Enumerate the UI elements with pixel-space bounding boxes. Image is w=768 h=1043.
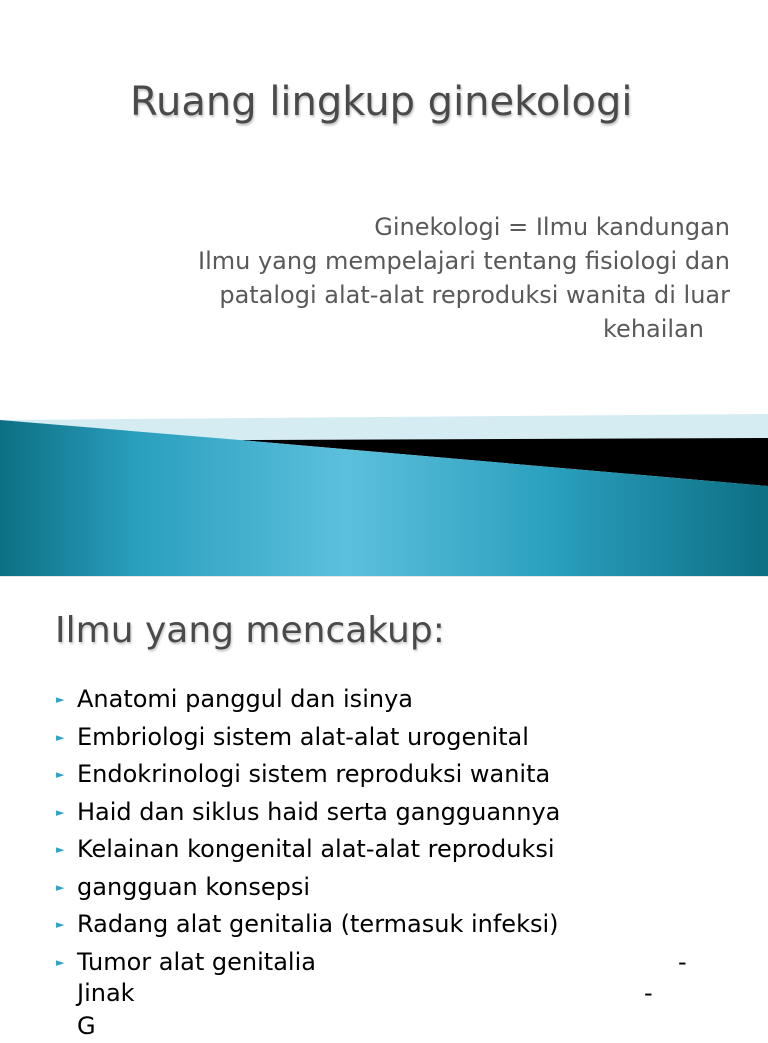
subtitle-line: Ginekologi = Ilmu kandungan	[374, 213, 730, 241]
bullet-arrow-icon: ►	[56, 805, 65, 819]
list-item	[56, 831, 716, 869]
list-item	[56, 869, 716, 907]
subtitle-line: patalogi alat-alat reproduksi wanita di luar	[219, 281, 730, 309]
list-item-text: Jinak	[77, 979, 135, 1007]
slide-heading: Ilmu yang mencakup:	[55, 610, 445, 651]
list-item	[56, 906, 716, 944]
list-item-continuation	[56, 1010, 716, 1043]
list-item-dash: -	[644, 979, 653, 1007]
bullet-arrow-icon: ►	[56, 768, 65, 781]
list-item-text: Radang alat genitalia (termasuk infeksi)	[77, 910, 559, 938]
content-slide	[0, 577, 768, 1040]
list-item-text: Tumor alat genitalia	[77, 947, 316, 976]
bullet-arrow-icon: ►	[56, 730, 65, 744]
list-item	[56, 719, 716, 757]
list-item	[56, 794, 716, 832]
list-item-text: G	[77, 1012, 96, 1040]
list-item-text: Endokrinologi sistem reproduksi wanita	[77, 760, 551, 788]
subtitle-line: kehailan	[603, 315, 704, 343]
bullet-arrow-icon: ►	[56, 918, 65, 931]
list-item-dash: -	[678, 947, 687, 976]
list-item-continuation	[56, 977, 716, 1010]
bullet-arrow-icon: ►	[56, 880, 65, 894]
slide-title: Ruang lingkup ginekologi	[130, 79, 633, 125]
list-item-text: Embriologi sistem alat-alat urogenital	[77, 722, 529, 751]
bullet-arrow-icon: ►	[56, 693, 65, 706]
list-item	[56, 681, 716, 719]
list-item-text: Kelainan kongenital alat-alat reproduksi	[77, 835, 555, 863]
bullet-arrow-icon: ►	[56, 843, 65, 856]
list-item	[56, 944, 716, 982]
bullet-arrow-icon: ►	[56, 955, 65, 969]
decorative-wave-band	[0, 410, 768, 576]
list-item-text: gangguan konsepsi	[77, 872, 310, 901]
bullet-list	[56, 681, 716, 1043]
slide-subtitle	[70, 210, 730, 346]
subtitle-line: Ilmu yang mempelajari tentang fisiologi dan	[198, 247, 730, 275]
list-item-text: Haid dan siklus haid serta gangguannya	[77, 797, 561, 826]
list-item-text: Anatomi panggul dan isinya	[77, 685, 413, 713]
list-item	[56, 756, 716, 794]
